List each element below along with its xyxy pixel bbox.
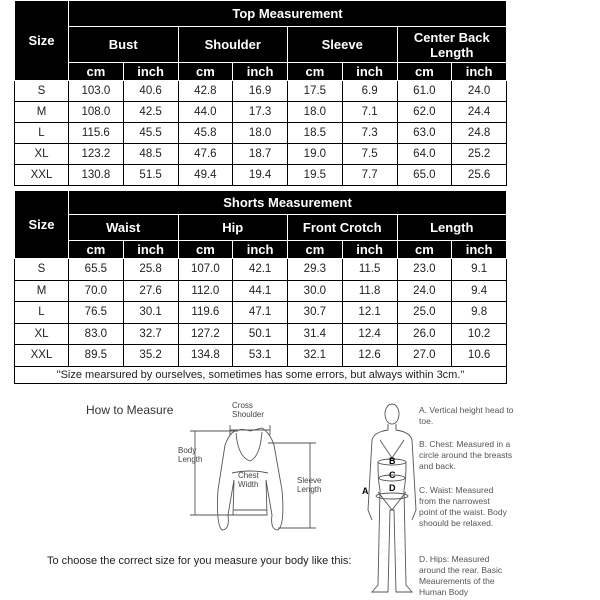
table-cell: 61.0 bbox=[397, 81, 452, 102]
table-cell: 12.1 bbox=[342, 302, 397, 324]
unit-cm: cm bbox=[397, 241, 452, 259]
table-cell: 134.8 bbox=[178, 345, 233, 367]
table-cell: 18.0 bbox=[233, 123, 288, 144]
size-cell: L bbox=[15, 302, 69, 324]
table-row bbox=[15, 102, 507, 123]
column-group-header: Sleeve bbox=[288, 27, 398, 63]
marker-b: B bbox=[389, 456, 396, 466]
table-cell: 19.4 bbox=[233, 165, 288, 186]
table-cell: 25.6 bbox=[452, 165, 507, 186]
table-cell: 25.2 bbox=[452, 144, 507, 165]
size-cell: M bbox=[15, 280, 69, 302]
table-cell: 48.5 bbox=[123, 144, 178, 165]
table-cell: 40.6 bbox=[123, 81, 178, 102]
unit-cm: cm bbox=[178, 63, 233, 81]
size-cell: M bbox=[15, 102, 69, 123]
section-title: Top Measurement bbox=[69, 1, 507, 27]
unit-inch: inch bbox=[342, 241, 397, 259]
unit-inch: inch bbox=[123, 63, 178, 81]
table-row bbox=[15, 165, 507, 186]
column-group-header: Length bbox=[397, 215, 507, 241]
legend-a: A. Vertical height head to toe. bbox=[419, 405, 514, 426]
table-cell: 16.9 bbox=[233, 81, 288, 102]
legend-b: B. Chest: Measured in a circle around the breasts and back. bbox=[419, 439, 513, 471]
table-cell: 70.0 bbox=[69, 280, 124, 302]
table-row bbox=[15, 81, 507, 102]
unit-inch: inch bbox=[342, 63, 397, 81]
table-cell: 12.4 bbox=[342, 323, 397, 345]
measurement-note: "Size mearsured by ourselves, sometimes has some errors, but always within 3cm." bbox=[15, 366, 507, 383]
column-group-header: Center Back Length bbox=[397, 27, 507, 63]
table-row bbox=[15, 345, 507, 367]
table-cell: 18.5 bbox=[288, 123, 343, 144]
table-cell: 42.5 bbox=[123, 102, 178, 123]
size-cell: XXL bbox=[15, 345, 69, 367]
table-cell: 35.2 bbox=[123, 345, 178, 367]
table-cell: 7.1 bbox=[342, 102, 397, 123]
size-cell: L bbox=[15, 123, 69, 144]
table-cell: 65.0 bbox=[397, 165, 452, 186]
unit-inch: inch bbox=[452, 241, 507, 259]
table-cell: 32.7 bbox=[123, 323, 178, 345]
size-header: Size bbox=[15, 1, 69, 81]
column-group-header: Bust bbox=[69, 27, 179, 63]
table-row bbox=[15, 280, 507, 302]
table-cell: 45.8 bbox=[178, 123, 233, 144]
table-cell: 10.2 bbox=[452, 323, 507, 345]
unit-cm: cm bbox=[178, 241, 233, 259]
sleeve-length-label: Sleeve Length bbox=[297, 476, 322, 494]
table-cell: 83.0 bbox=[69, 323, 124, 345]
table-cell: 18.7 bbox=[233, 144, 288, 165]
table-cell: 24.0 bbox=[397, 280, 452, 302]
unit-cm: cm bbox=[397, 63, 452, 81]
table-cell: 64.0 bbox=[397, 144, 452, 165]
unit-cm: cm bbox=[288, 63, 343, 81]
table-cell: 51.5 bbox=[123, 165, 178, 186]
table-cell: 130.8 bbox=[69, 165, 124, 186]
table-cell: 119.6 bbox=[178, 302, 233, 324]
size-header: Size bbox=[15, 191, 69, 259]
column-group-header: Shoulder bbox=[178, 27, 288, 63]
table-cell: 42.8 bbox=[178, 81, 233, 102]
how-to-measure-title: How to Measure bbox=[86, 403, 174, 417]
unit-cm: cm bbox=[288, 241, 343, 259]
table-cell: 47.6 bbox=[178, 144, 233, 165]
table-cell: 31.4 bbox=[288, 323, 343, 345]
table-cell: 45.5 bbox=[123, 123, 178, 144]
shorts-measurement-table bbox=[14, 190, 507, 384]
table-cell: 25.0 bbox=[397, 302, 452, 324]
top-measurement-table bbox=[14, 0, 507, 186]
instruction-text: To choose the correct size for you measure your body like this: bbox=[47, 555, 352, 567]
table-cell: 65.5 bbox=[69, 259, 124, 281]
body-length-label: Body Length bbox=[178, 446, 203, 464]
unit-cm: cm bbox=[69, 63, 124, 81]
table-cell: 123.2 bbox=[69, 144, 124, 165]
table-cell: 7.7 bbox=[342, 165, 397, 186]
table-cell: 24.4 bbox=[452, 102, 507, 123]
table-cell: 19.5 bbox=[288, 165, 343, 186]
table-cell: 127.2 bbox=[178, 323, 233, 345]
table-cell: 12.6 bbox=[342, 345, 397, 367]
marker-d: D bbox=[389, 483, 396, 493]
table-cell: 32.1 bbox=[288, 345, 343, 367]
body-figure-diagram bbox=[360, 400, 420, 600]
unit-cm: cm bbox=[69, 241, 124, 259]
legend-d: D. Hips: Measured around the rear. Basic Meaurements of the Human Body bbox=[419, 554, 503, 597]
table-cell: 47.1 bbox=[233, 302, 288, 324]
unit-inch: inch bbox=[233, 63, 288, 81]
unit-inch: inch bbox=[123, 241, 178, 259]
column-group-header: Hip bbox=[178, 215, 288, 241]
table-cell: 26.0 bbox=[397, 323, 452, 345]
table-cell: 53.1 bbox=[233, 345, 288, 367]
size-cell: XL bbox=[15, 144, 69, 165]
table-cell: 25.8 bbox=[123, 259, 178, 281]
table-cell: 11.5 bbox=[342, 259, 397, 281]
table-cell: 24.0 bbox=[452, 81, 507, 102]
table-cell: 103.0 bbox=[69, 81, 124, 102]
table-cell: 50.1 bbox=[233, 323, 288, 345]
unit-inch: inch bbox=[233, 241, 288, 259]
marker-c: C bbox=[389, 470, 396, 480]
table-cell: 30.7 bbox=[288, 302, 343, 324]
table-cell: 76.5 bbox=[69, 302, 124, 324]
table-cell: 9.1 bbox=[452, 259, 507, 281]
table-cell: 30.1 bbox=[123, 302, 178, 324]
table-cell: 27.6 bbox=[123, 280, 178, 302]
table-cell: 42.1 bbox=[233, 259, 288, 281]
table-cell: 44.0 bbox=[178, 102, 233, 123]
table-cell: 108.0 bbox=[69, 102, 124, 123]
size-cell: XXL bbox=[15, 165, 69, 186]
table-cell: 9.4 bbox=[452, 280, 507, 302]
chest-width-label: Chest Width bbox=[238, 471, 259, 489]
table-cell: 63.0 bbox=[397, 123, 452, 144]
table-cell: 112.0 bbox=[178, 280, 233, 302]
legend-c: C. Waist: Measured from the narrowest point of the waist. Body shoould be relaxed. bbox=[419, 485, 507, 528]
table-row bbox=[15, 323, 507, 345]
table-cell: 17.3 bbox=[233, 102, 288, 123]
table-cell: 27.0 bbox=[397, 345, 452, 367]
table-cell: 115.6 bbox=[69, 123, 124, 144]
size-cell: S bbox=[15, 259, 69, 281]
table-cell: 7.5 bbox=[342, 144, 397, 165]
table-cell: 6.9 bbox=[342, 81, 397, 102]
table-row bbox=[15, 123, 507, 144]
table-cell: 18.0 bbox=[288, 102, 343, 123]
marker-a: A bbox=[362, 486, 369, 496]
table-row bbox=[15, 144, 507, 165]
table-cell: 9.8 bbox=[452, 302, 507, 324]
column-group-header: Waist bbox=[69, 215, 179, 241]
table-cell: 10.6 bbox=[452, 345, 507, 367]
table-row bbox=[15, 302, 507, 324]
table-cell: 24.8 bbox=[452, 123, 507, 144]
section-title: Shorts Measurement bbox=[69, 191, 507, 215]
cross-shoulder-label: Cross Shoulder bbox=[232, 401, 265, 419]
size-cell: S bbox=[15, 81, 69, 102]
table-row bbox=[15, 259, 507, 281]
table-cell: 49.4 bbox=[178, 165, 233, 186]
table-cell: 44.1 bbox=[233, 280, 288, 302]
table-cell: 30.0 bbox=[288, 280, 343, 302]
size-cell: XL bbox=[15, 323, 69, 345]
table-cell: 7.3 bbox=[342, 123, 397, 144]
table-cell: 11.8 bbox=[342, 280, 397, 302]
table-cell: 19.0 bbox=[288, 144, 343, 165]
table-cell: 23.0 bbox=[397, 259, 452, 281]
table-cell: 89.5 bbox=[69, 345, 124, 367]
table-cell: 107.0 bbox=[178, 259, 233, 281]
column-group-header: Front Crotch bbox=[288, 215, 398, 241]
table-cell: 29.3 bbox=[288, 259, 343, 281]
unit-inch: inch bbox=[452, 63, 507, 81]
table-cell: 62.0 bbox=[397, 102, 452, 123]
table-cell: 17.5 bbox=[288, 81, 343, 102]
